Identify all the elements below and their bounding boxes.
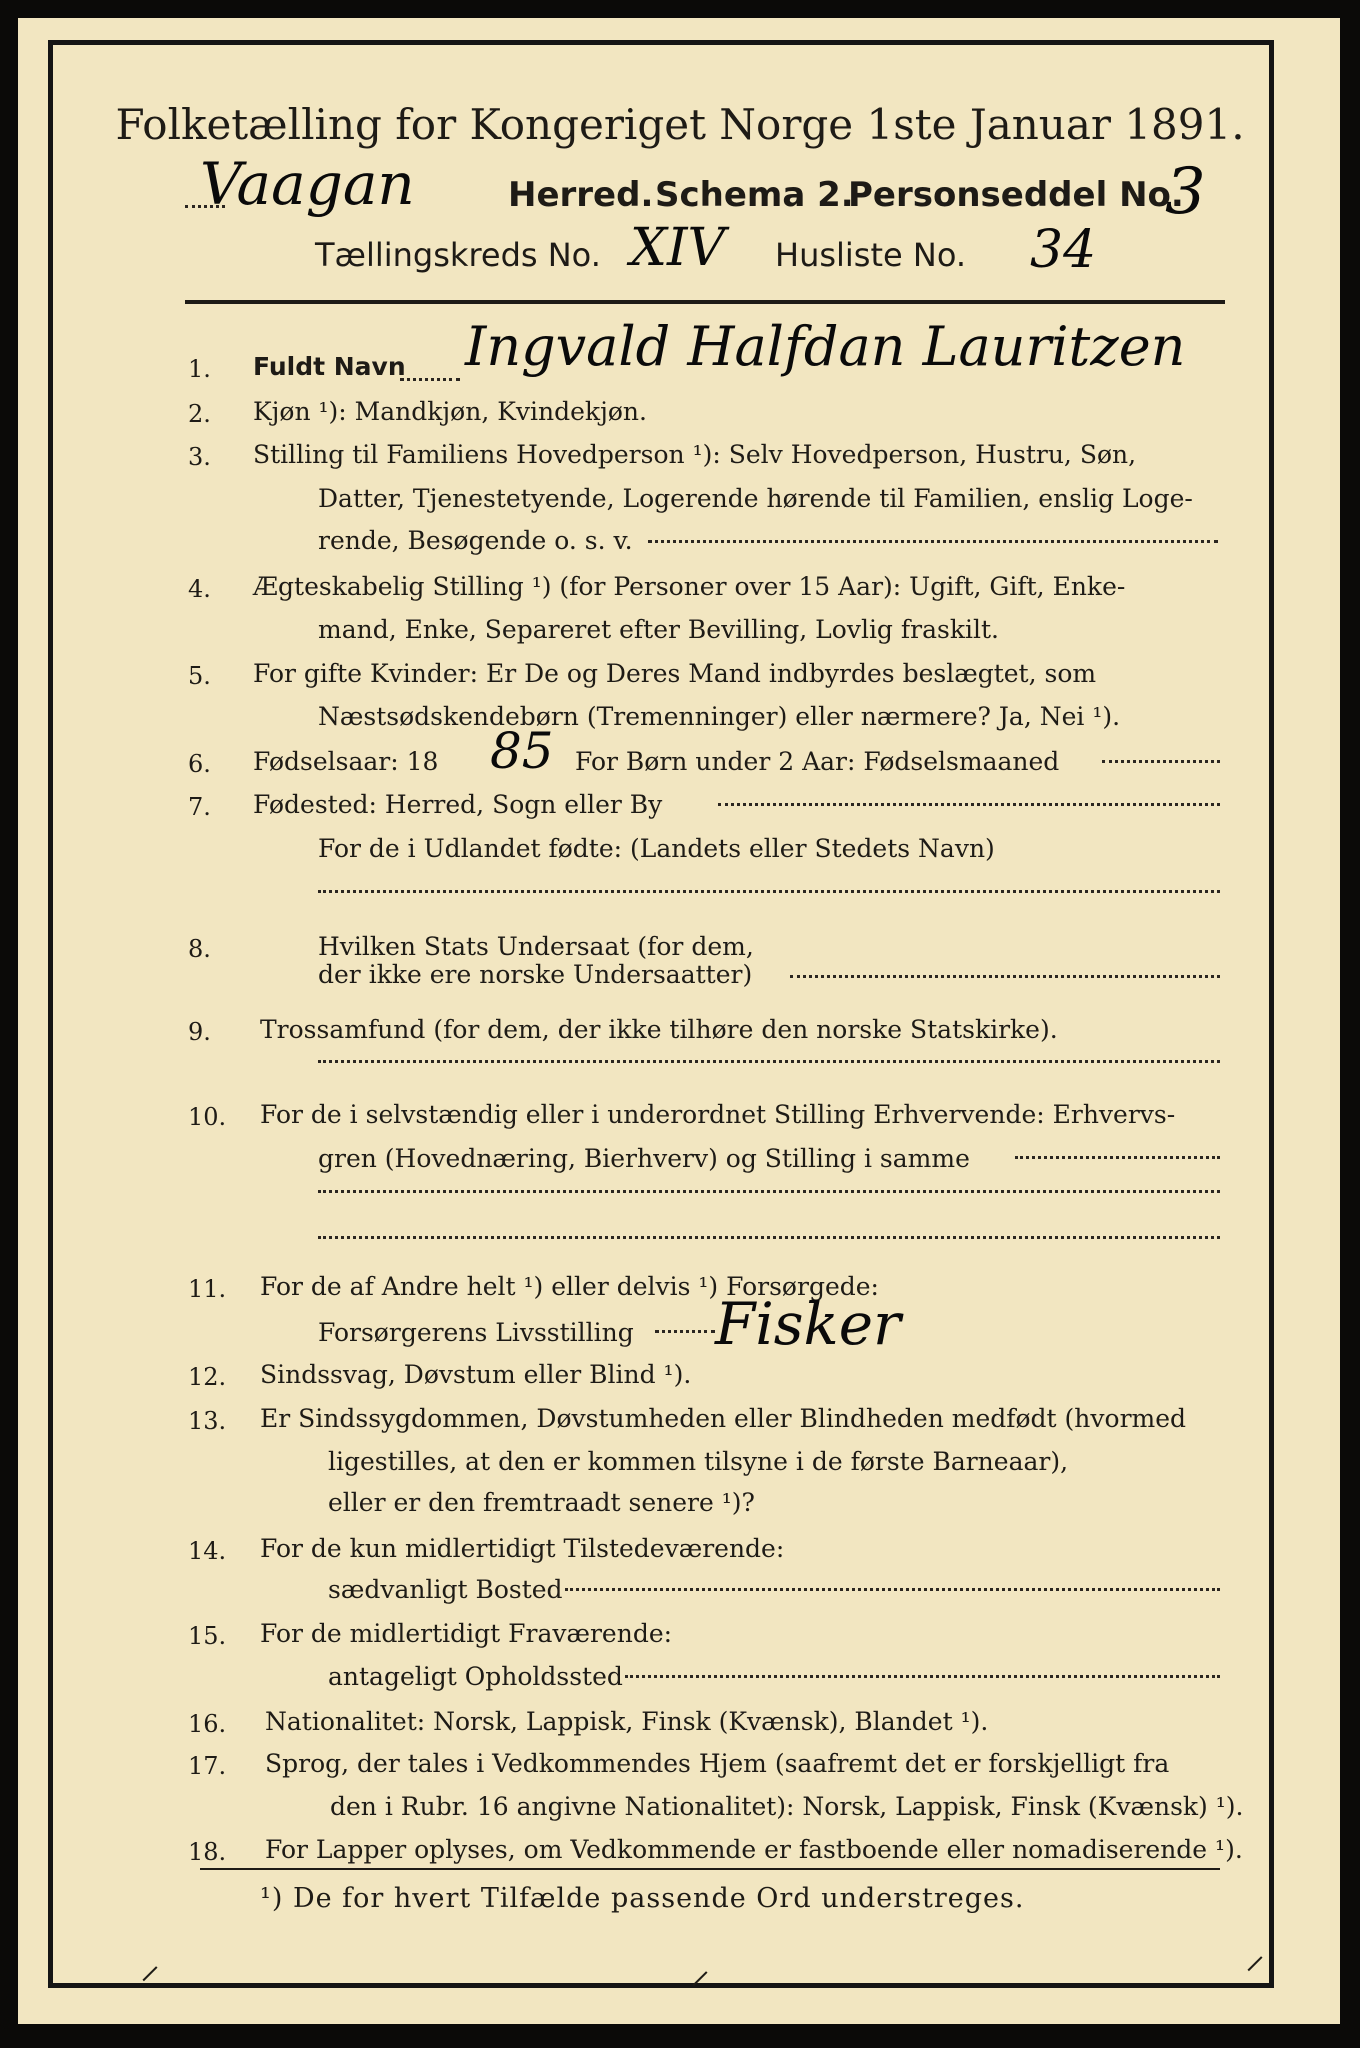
item-16-text: Nationalitet: Norsk, Lappisk, Finsk (Kvænsk), Blandet ¹).: [265, 1707, 989, 1736]
item-number: 14.: [188, 1537, 227, 1565]
item-14-line-2: sædvanligt Bosted: [328, 1575, 563, 1604]
item-8-line-1: Hvilken Stats Undersaat (for dem,: [318, 932, 754, 961]
item-number: 9.: [188, 1018, 211, 1046]
pen-mark: ⸝: [690, 1947, 710, 1993]
item-8-line-2: der ikke ere norske Undersaatter): [318, 960, 753, 989]
item-number: 10.: [188, 1103, 227, 1131]
handwritten-tellingskreds-no: XIV: [630, 218, 726, 278]
item-number: 17.: [188, 1752, 227, 1780]
handwritten-occupation: Fisker: [715, 1290, 901, 1358]
item-17-line-1: Sprog, der tales i Vedkommendes Hjem (saafremt det er forskjelligt fra: [265, 1749, 1170, 1778]
herred-label: Herred.: [508, 175, 654, 215]
dots: [648, 540, 1218, 543]
handwritten-birth-year: 85: [490, 722, 554, 780]
pen-mark: ⸝: [1245, 1932, 1265, 1978]
item-number: 12.: [188, 1363, 227, 1391]
husliste-label: Husliste No.: [775, 236, 966, 274]
item-number: 11.: [188, 1275, 227, 1303]
item-number: 2.: [188, 400, 211, 428]
form-title: Folketælling for Kongeriget Norge 1ste Januar 1891.: [115, 100, 1245, 149]
item-13-line-3: eller er den fremtraadt senere ¹)?: [328, 1488, 755, 1517]
item-2-text: Kjøn ¹): Mandkjøn, Kvindekjøn.: [253, 397, 647, 426]
item-number: 18.: [188, 1838, 227, 1866]
pen-mark: ⸝: [140, 1942, 160, 1988]
item-15-line-1: For de midlertidigt Fraværende:: [260, 1619, 673, 1648]
item-18-text: For Lapper oplyses, om Vedkommende er fastboende eller nomadiserende ¹).: [265, 1835, 1243, 1864]
schema-label: Schema 2.: [655, 175, 854, 215]
dots: [318, 1190, 1220, 1193]
handwritten-husliste-no: 34: [1030, 220, 1097, 280]
dots: [1102, 760, 1220, 763]
item-number: 6.: [188, 750, 211, 778]
dots: [1015, 1156, 1220, 1159]
item-number: 15.: [188, 1622, 227, 1650]
dots: [790, 975, 1220, 978]
item-13-line-2: ligestilles, at den er kommen tilsyne i de første Barneaar),: [328, 1447, 1069, 1476]
item-12-text: Sindssvag, Døvstum eller Blind ¹).: [260, 1360, 692, 1389]
handwritten-personseddel-no: 3: [1165, 155, 1206, 229]
item-3-line-1: Stilling til Familiens Hovedperson ¹): Selv Hovedperson, Hustru, Søn,: [253, 440, 1137, 469]
header-rule: [185, 300, 1225, 304]
item-7-line-1: Fødested: Herred, Sogn eller By: [253, 790, 663, 819]
item-number: 13.: [188, 1407, 227, 1435]
dots: [318, 890, 1220, 893]
item-10-line-1: For de i selvstændig eller i underordnet Stilling Erhvervende: Erhvervs-: [260, 1100, 1176, 1129]
item-number: 8.: [188, 935, 211, 963]
footer-rule: [200, 1868, 1220, 1870]
dots: [718, 803, 1220, 806]
dots: [655, 1330, 715, 1333]
item-number: 7.: [188, 793, 211, 821]
item-11-line-1: For de af Andre helt ¹) eller delvis ¹) Forsørgede:: [260, 1272, 879, 1301]
item-1-text: Fuldt Navn: [253, 352, 406, 381]
item-13-line-1: Er Sindssygdommen, Døvstumheden eller Blindheden medfødt (hvormed: [260, 1404, 1187, 1433]
item-3-line-2: Datter, Tjenestetyende, Logerende hørende til Familien, enslig Loge-: [318, 484, 1193, 513]
item-5-line-1: For gifte Kvinder: Er De og Deres Mand indbyrdes beslægtet, som: [253, 659, 1097, 688]
item-number: 16.: [188, 1710, 227, 1738]
item-number: 5.: [188, 662, 211, 690]
footnote: ¹) De for hvert Tilfælde passende Ord understreges.: [260, 1883, 1025, 1914]
dots: [625, 1675, 1220, 1678]
item-6-birthyear-label: Fødselsaar: 18: [253, 747, 439, 776]
dots: [400, 378, 460, 381]
dots: [318, 1236, 1220, 1239]
item-15-line-2: antageligt Opholdssted: [328, 1662, 623, 1691]
item-14-line-1: For de kun midlertidigt Tilstedeværende:: [260, 1534, 785, 1563]
tellingskreds-label: Tællingskreds No.: [315, 236, 601, 274]
item-7-line-2: For de i Udlandet fødte: (Landets eller Stedets Navn): [318, 834, 995, 863]
item-3-line-3: rende, Besøgende o. s. v.: [318, 526, 633, 555]
handwritten-herred: Vaagan: [200, 150, 415, 218]
item-5-line-2: Næstsødskendebørn (Tremenninger) eller nærmere? Ja, Nei ¹).: [318, 702, 1121, 731]
dots: [185, 205, 225, 208]
item-number: 1.: [188, 355, 211, 383]
item-number: 4.: [188, 575, 211, 603]
dots: [318, 1060, 1220, 1063]
dots: [565, 1588, 1220, 1591]
item-9-text: Trossamfund (for dem, der ikke tilhøre den norske Statskirke).: [260, 1015, 1058, 1044]
personseddel-label: Personseddel No.: [848, 175, 1184, 215]
item-4-line-1: Ægteskabelig Stilling ¹) (for Personer over 15 Aar): Ugift, Gift, Enke-: [253, 572, 1126, 601]
item-6-birthmonth-label: For Børn under 2 Aar: Fødselsmaaned: [575, 747, 1060, 776]
item-4-line-2: mand, Enke, Separeret efter Bevilling, Lovlig fraskilt.: [318, 615, 999, 644]
item-10-line-2: gren (Hovednæring, Bierhverv) og Stilling i samme: [318, 1144, 970, 1173]
item-11-line-2: Forsørgerens Livsstilling: [318, 1318, 634, 1347]
item-17-line-2: den i Rubr. 16 angivne Nationalitet): Norsk, Lappisk, Finsk (Kvænsk) ¹).: [330, 1792, 1244, 1821]
handwritten-name: Ingvald Halfdan Lauritzen: [465, 315, 1186, 378]
item-number: 3.: [188, 443, 211, 471]
